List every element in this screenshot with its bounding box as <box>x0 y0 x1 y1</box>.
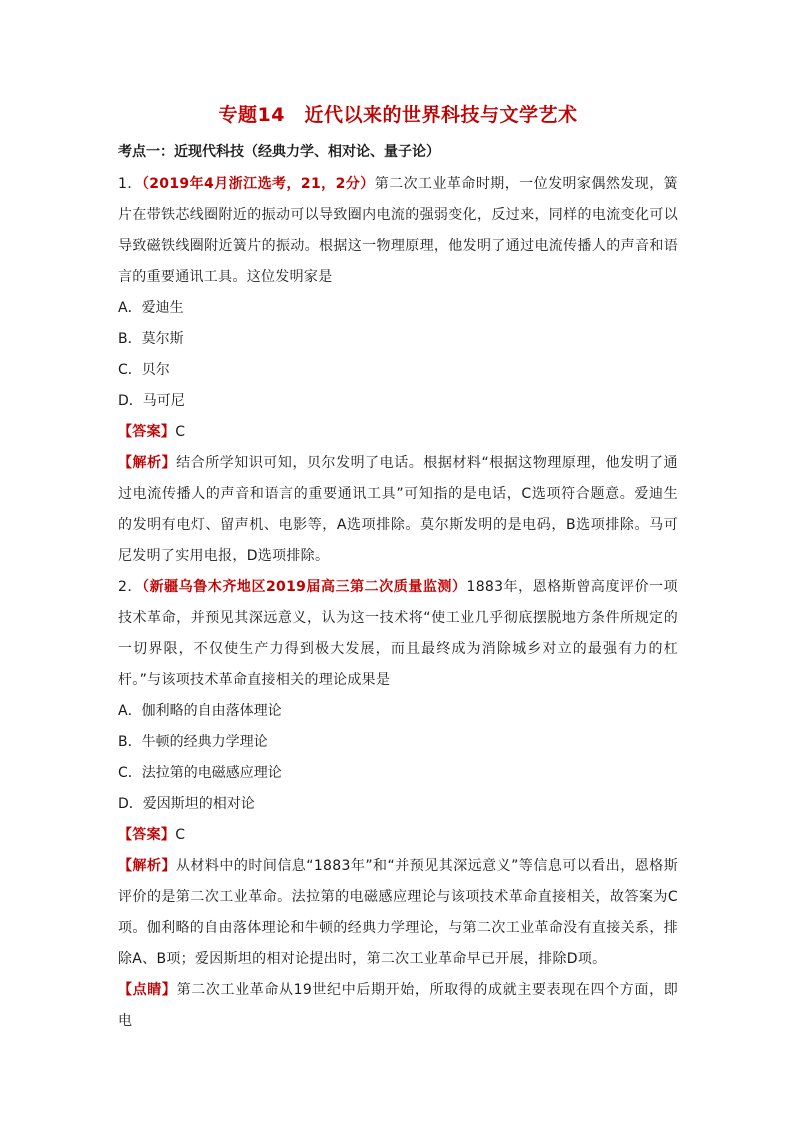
point-tag: 【点睛】 <box>118 982 177 998</box>
option-a: A．伽利略的自由落体理论 <box>118 703 282 719</box>
point-text: 第二次工业革命从19世纪中后期开始，所取得的成就主要表现在四个方面，即电 <box>118 982 679 1029</box>
page-title: 专题14 近代以来的世界科技与文学艺术 <box>218 104 578 126</box>
option-c: C．贝尔 <box>118 362 170 378</box>
question-2-point <box>118 975 678 1037</box>
option-b: B．莫尔斯 <box>118 331 184 347</box>
option-d: D．马可尼 <box>118 393 185 409</box>
analysis-text: 结合所学知识可知，贝尔发明了电话。根据材料“根据这物理原理，他发明了通过电流传播人的声音和语言的重要通讯工具”可知指的是电话，C选项符合题意。爱迪生的发明有电灯、留声机、电影等，A选项排除。莫尔斯发明的是电码，B选项排除。马可尼发明了实用电报，D选项排除。 <box>118 455 678 564</box>
analysis-tag: 【解析】 <box>118 858 176 874</box>
question-2-text: 1883年，恩格斯曾高度评价一项技术革命，并预见其深远意义，认为这一技术将“使工业几乎彻底摆脱地方条件所规定的一切界限，不仅使生产力得到极大发展，而且最终成为消除城乡对立的最强有力的杠杆。”与该项技术革命直接相关的理论成果是 <box>118 579 678 688</box>
question-2-analysis <box>118 851 678 975</box>
question-2 <box>118 572 678 1037</box>
section-heading: 考点一：近现代科技（经典力学、相对论、量子论） <box>118 144 440 160</box>
question-1-source: （2019年4月浙江选考，21，2分） <box>141 176 375 192</box>
option-d: D．爱因斯坦的相对论 <box>118 796 255 812</box>
question-2-number: 2． <box>118 579 143 595</box>
answer-tag: 【答案】 <box>118 424 176 440</box>
question-1 <box>118 169 678 572</box>
question-2-stem <box>118 572 678 696</box>
question-1-number: 1． <box>118 176 142 192</box>
answer-value: C <box>175 424 186 440</box>
question-1-answer <box>118 417 678 448</box>
question-1-text: 第二次工业革命时期，一位发明家偶然发现，簧片在带铁芯线圈附近的振动可以导致圈内电流的强弱变化，反过来，同样的电流变化可以导致磁铁线圈附近簧片的振动。根据这一物理原理，他发明了通过电流传播人的声音和语言的重要通讯工具。这位发明家是 <box>118 176 678 285</box>
option-c: C．法拉第的电磁感应理论 <box>118 765 282 781</box>
document-page <box>118 100 678 1037</box>
question-1-stem <box>118 169 678 293</box>
question-2-source: （新疆乌鲁木齐地区2019届高三第二次质量监测） <box>142 579 467 595</box>
analysis-text: 从材料中的时间信息“1883年”和“并预见其深远意义”等信息可以看出，恩格斯评价的是第二次工业革命。法拉第的电磁感应理论与该项技术革命直接相关，故答案为C项。伽利略的自由落体理论和牛顿的经典力学理论，与第二次工业革命没有直接关系，排除A、B项；爱因斯坦的相对论提出时，第二次工业革命早已开展，排除D项。 <box>118 858 678 967</box>
analysis-tag: 【解析】 <box>118 455 177 471</box>
answer-value: C <box>175 827 186 843</box>
question-2-answer <box>118 820 678 851</box>
answer-tag: 【答案】 <box>118 827 176 843</box>
option-a: A．爱迪生 <box>118 300 184 316</box>
option-b: B．牛顿的经典力学理论 <box>118 734 268 750</box>
question-1-analysis <box>118 448 678 572</box>
